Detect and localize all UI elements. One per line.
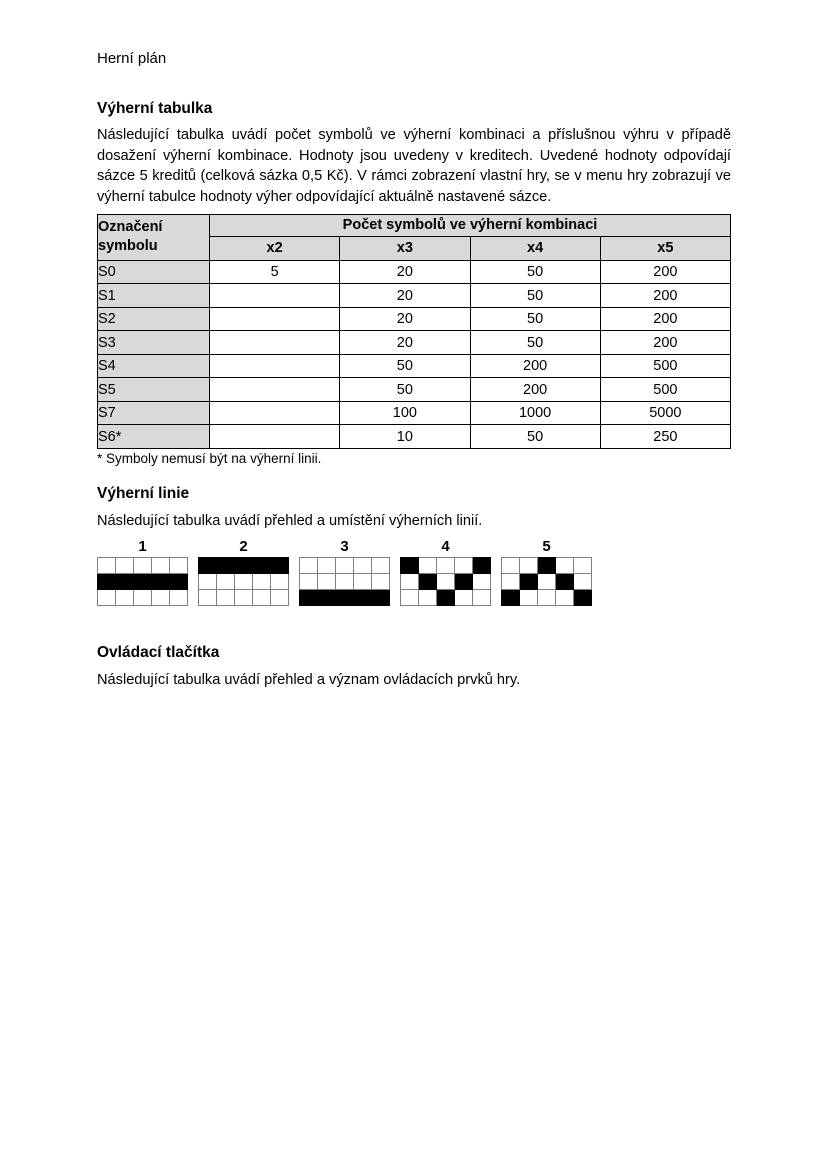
line-cell-on: [401, 557, 419, 573]
line-cell-off: [574, 557, 592, 573]
line-grid-row: [199, 573, 289, 589]
payout-value: 200: [600, 284, 730, 308]
payout-value: [210, 378, 340, 402]
payout-header-row-1: [98, 214, 731, 236]
line-cell-off: [336, 557, 354, 573]
line-number: 4: [441, 537, 450, 555]
symbol-label: S0: [98, 260, 210, 284]
paragraph-vyherni-tabulka: Následující tabulka uvádí počet symbolů ve výherní kombinaci a příslušnou výhru v případě dosažení výherní kombinace. Hodnoty jsou uvedeny v kreditech. Uvedené hodnoty odpovídají sázce 5 kreditů (celková sázka 0,5 Kč). V rámci zobrazení vlastní hry, se v menu hry zobrazují ve výherní tabulce hodnoty výher odpovídající aktuálně nastavené sázce.: [97, 127, 731, 206]
line-grid: [299, 557, 390, 606]
line-grid-row: [98, 557, 188, 573]
section-title-vyherni-linie: Výherní linie: [97, 484, 190, 502]
line-cell-on: [336, 589, 354, 605]
line-grid-row: [199, 557, 289, 573]
payout-value: 5000: [600, 401, 730, 425]
line-cell-on: [318, 589, 336, 605]
line-cell-off: [336, 573, 354, 589]
payout-value: 20: [340, 307, 470, 331]
line-cell-on: [152, 573, 170, 589]
line-cell-on: [134, 573, 152, 589]
line-cell-off: [502, 573, 520, 589]
payout-value: 1000: [470, 401, 600, 425]
table-row: [98, 331, 731, 355]
payout-value: [210, 284, 340, 308]
table-row: [98, 284, 731, 308]
col-header-x4: x4: [470, 236, 600, 260]
payout-value: 50: [340, 354, 470, 378]
winning-line-3: [299, 539, 390, 606]
winning-line-1: [97, 539, 188, 606]
payout-value: 50: [470, 307, 600, 331]
symbol-label: S1: [98, 284, 210, 308]
line-cell-on: [354, 589, 372, 605]
line-cell-off: [199, 573, 217, 589]
table-row: [98, 307, 731, 331]
line-cell-off: [170, 589, 188, 605]
symbol-label: S6*: [98, 425, 210, 449]
payout-value: 20: [340, 284, 470, 308]
line-cell-on: [574, 589, 592, 605]
payout-value: [210, 354, 340, 378]
line-grid: [501, 557, 592, 606]
line-cell-on: [372, 589, 390, 605]
col-header-group: Počet symbolů ve výherní kombinaci: [210, 214, 731, 236]
line-cell-off: [437, 557, 455, 573]
line-cell-off: [134, 557, 152, 573]
line-cell-on: [116, 573, 134, 589]
line-number: 2: [239, 537, 248, 555]
payout-value: 200: [600, 260, 730, 284]
col-header-symbol: Označení symbolu: [98, 214, 210, 260]
line-cell-off: [419, 589, 437, 605]
payout-value: 50: [340, 378, 470, 402]
line-cell-off: [217, 573, 235, 589]
payout-value: 50: [470, 331, 600, 355]
line-cell-off: [300, 573, 318, 589]
payout-value: [210, 425, 340, 449]
line-cell-on: [473, 557, 491, 573]
line-cell-off: [556, 589, 574, 605]
line-cell-on: [419, 573, 437, 589]
line-cell-off: [401, 589, 419, 605]
line-cell-on: [538, 557, 556, 573]
line-cell-off: [473, 589, 491, 605]
line-cell-off: [372, 573, 390, 589]
line-grid: [97, 557, 188, 606]
payout-value: 50: [470, 284, 600, 308]
line-cell-off: [437, 573, 455, 589]
line-grid-row: [401, 573, 491, 589]
payout-value: 5: [210, 260, 340, 284]
payout-value: 500: [600, 378, 730, 402]
paragraph-vyherni-linie: Následující tabulka uvádí přehled a umístění výherních linií.: [97, 512, 483, 529]
line-cell-off: [98, 557, 116, 573]
line-grid-row: [300, 557, 390, 573]
line-cell-on: [199, 557, 217, 573]
line-grid: [400, 557, 491, 606]
line-grid-row: [98, 589, 188, 605]
col-header-x5: x5: [600, 236, 730, 260]
payout-value: 250: [600, 425, 730, 449]
line-cell-off: [116, 557, 134, 573]
table-footnote: * Symboly nemusí být na výherní linii.: [97, 450, 322, 466]
line-cell-off: [98, 589, 116, 605]
section-vyherni-linie: [97, 485, 731, 606]
col-header-x3: x3: [340, 236, 470, 260]
line-cell-off: [235, 573, 253, 589]
paragraph-ovladaci-tlacitka: Následující tabulka uvádí přehled a význam ovládacích prvků hry.: [97, 671, 521, 688]
table-row: [98, 378, 731, 402]
line-cell-off: [538, 589, 556, 605]
line-cell-off: [455, 557, 473, 573]
line-grid-row: [300, 589, 390, 605]
payout-value: 200: [470, 378, 600, 402]
winning-line-4: [400, 539, 491, 606]
line-cell-off: [520, 589, 538, 605]
line-grid-row: [300, 573, 390, 589]
payout-value: [210, 401, 340, 425]
table-row: [98, 425, 731, 449]
line-cell-off: [419, 557, 437, 573]
section-ovladaci-tlacitka: [97, 644, 731, 691]
line-cell-off: [538, 573, 556, 589]
line-cell-off: [401, 573, 419, 589]
line-grid-row: [401, 557, 491, 573]
line-cell-off: [502, 557, 520, 573]
table-row: [98, 401, 731, 425]
symbol-label: S7: [98, 401, 210, 425]
line-cell-on: [300, 589, 318, 605]
line-number: 5: [542, 537, 551, 555]
payout-value: [210, 331, 340, 355]
line-cell-on: [170, 573, 188, 589]
line-cell-on: [253, 557, 271, 573]
line-cell-off: [372, 557, 390, 573]
line-cell-on: [437, 589, 455, 605]
line-cell-off: [134, 589, 152, 605]
payout-table: [97, 214, 731, 449]
table-row: [98, 260, 731, 284]
line-cell-off: [116, 589, 134, 605]
line-grid-row: [199, 589, 289, 605]
symbol-label: S3: [98, 331, 210, 355]
line-number: 3: [340, 537, 349, 555]
line-cell-off: [300, 557, 318, 573]
line-cell-off: [253, 589, 271, 605]
section-vyherni-tabulka: [97, 100, 731, 467]
section-title-vyherni-tabulka: Výherní tabulka: [97, 100, 213, 117]
line-cell-off: [354, 573, 372, 589]
line-cell-on: [217, 557, 235, 573]
line-grid-row: [502, 589, 592, 605]
symbol-label: S4: [98, 354, 210, 378]
line-cell-off: [318, 573, 336, 589]
page-content: [97, 0, 731, 690]
line-cell-on: [235, 557, 253, 573]
payout-value: 50: [470, 260, 600, 284]
line-cell-off: [271, 589, 289, 605]
payout-value: 100: [340, 401, 470, 425]
line-grid-row: [502, 557, 592, 573]
col-header-x2: x2: [210, 236, 340, 260]
line-cell-on: [556, 573, 574, 589]
payout-value: 20: [340, 331, 470, 355]
line-cell-off: [199, 589, 217, 605]
line-cell-off: [318, 557, 336, 573]
line-cell-off: [217, 589, 235, 605]
line-grid-row: [401, 589, 491, 605]
symbol-label: S5: [98, 378, 210, 402]
line-cell-off: [152, 589, 170, 605]
line-cell-on: [502, 589, 520, 605]
symbol-label: S2: [98, 307, 210, 331]
line-cell-off: [574, 573, 592, 589]
doc-header: Herní plán: [97, 50, 167, 67]
line-cell-off: [473, 573, 491, 589]
payout-value: 200: [600, 331, 730, 355]
line-cell-on: [520, 573, 538, 589]
payout-value: 200: [600, 307, 730, 331]
payout-value: 500: [600, 354, 730, 378]
line-cell-off: [354, 557, 372, 573]
winning-lines: [97, 539, 731, 606]
winning-line-2: [198, 539, 289, 606]
line-cell-on: [455, 573, 473, 589]
line-cell-off: [520, 557, 538, 573]
line-number: 1: [138, 537, 147, 555]
section-title-ovladaci-tlacitka: Ovládací tlačítka: [97, 643, 220, 661]
line-cell-off: [556, 557, 574, 573]
line-grid: [198, 557, 289, 606]
payout-value: 10: [340, 425, 470, 449]
winning-line-5: [501, 539, 592, 606]
line-cell-on: [271, 557, 289, 573]
payout-value: 200: [470, 354, 600, 378]
line-cell-off: [152, 557, 170, 573]
payout-value: [210, 307, 340, 331]
table-row: [98, 354, 731, 378]
line-cell-off: [170, 557, 188, 573]
line-grid-row: [502, 573, 592, 589]
line-cell-off: [235, 589, 253, 605]
line-cell-on: [98, 573, 116, 589]
line-cell-off: [455, 589, 473, 605]
line-cell-off: [271, 573, 289, 589]
line-cell-off: [253, 573, 271, 589]
payout-value: 20: [340, 260, 470, 284]
line-grid-row: [98, 573, 188, 589]
payout-value: 50: [470, 425, 600, 449]
